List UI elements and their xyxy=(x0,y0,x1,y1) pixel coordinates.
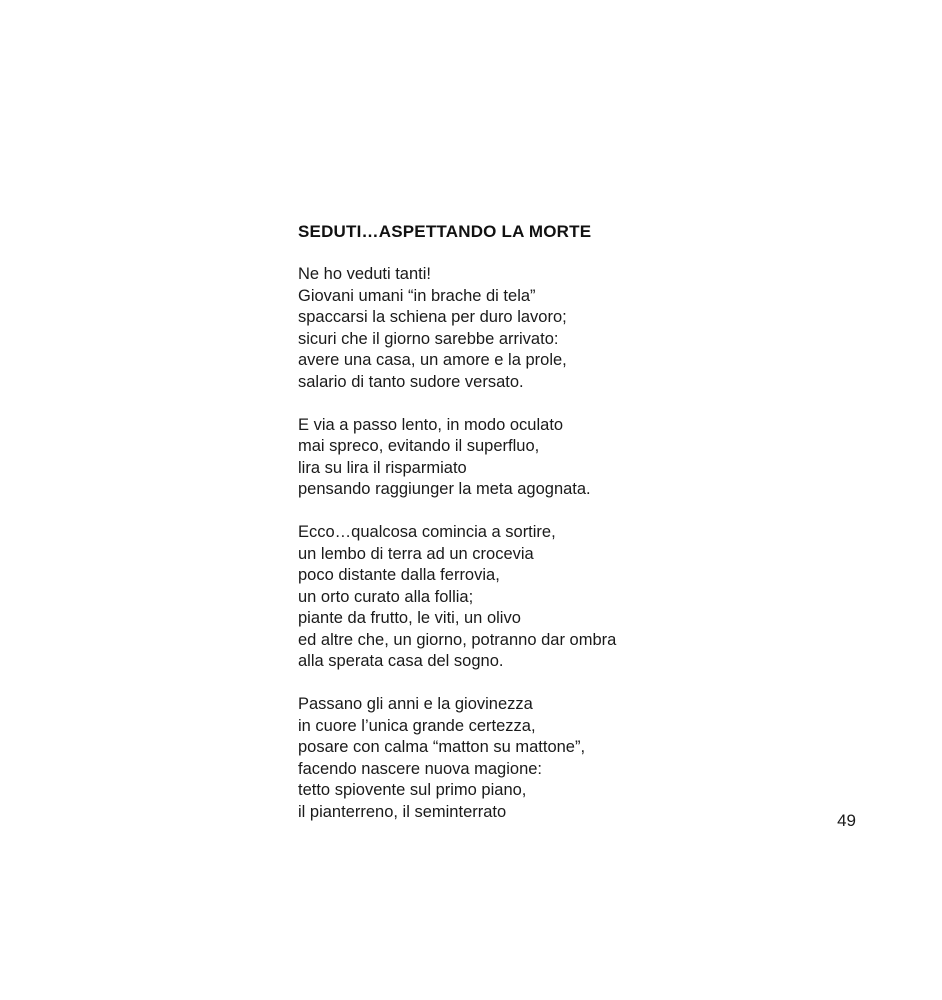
stanza-gap xyxy=(298,673,718,695)
verse-line: E via a passo lento, in modo oculato xyxy=(298,415,564,434)
verse-line: posare con calma “matton su mattone”, xyxy=(298,738,586,756)
verse-line: pensando raggiunger la meta agognata. xyxy=(298,480,591,498)
stanza-gap xyxy=(298,501,718,523)
verse-line: mai spreco, evitando il superfluo, xyxy=(298,437,540,455)
verse-line: ed altre che, un giorno, potranno dar ombra xyxy=(298,630,617,649)
verse-line: Passano gli anni e la giovinezza xyxy=(298,695,533,713)
verse-line: Ne ho veduti tanti! xyxy=(298,265,431,283)
stanza xyxy=(298,522,718,673)
stanza-gap xyxy=(298,393,718,415)
verse-line: salario di tanto sudore versato. xyxy=(298,372,524,391)
page-number: 49 xyxy=(837,811,856,830)
verse-line: poco distante dalla ferrovia, xyxy=(298,566,500,584)
verse-line: alla sperata casa del sogno. xyxy=(298,652,504,670)
verse-line: facendo nascere nuova magione: xyxy=(298,759,543,778)
poem-body xyxy=(298,221,718,823)
verse-line: piante da frutto, le viti, un olivo xyxy=(298,609,521,627)
verse-line: un lembo di terra ad un crocevia xyxy=(298,544,534,563)
verse-line: sicuri che il giorno sarebbe arrivato: xyxy=(298,329,559,348)
stanza xyxy=(298,694,718,823)
page-title: SEDUTI…ASPETTANDO LA MORTE xyxy=(298,222,592,241)
verse-line: tetto spiovente sul primo piano, xyxy=(298,781,527,799)
verse-line: Giovani umani “in brache di tela” xyxy=(298,286,536,305)
stanza xyxy=(298,264,718,393)
verse-line: in cuore l’unica grande certezza, xyxy=(298,716,536,735)
verse-line: avere una casa, un amore e la prole, xyxy=(298,351,567,369)
verse-line: lira su lira il risparmiato xyxy=(298,458,467,477)
stanza-list xyxy=(298,264,718,823)
verse-line: il pianterreno, il seminterrato xyxy=(298,802,507,821)
verse-line: spaccarsi la schiena per duro lavoro; xyxy=(298,308,567,326)
title-body-gap xyxy=(298,243,718,265)
verse-line: Ecco…qualcosa comincia a sortire, xyxy=(298,523,556,541)
verse-line: un orto curato alla follia; xyxy=(298,587,474,606)
stanza xyxy=(298,415,718,501)
